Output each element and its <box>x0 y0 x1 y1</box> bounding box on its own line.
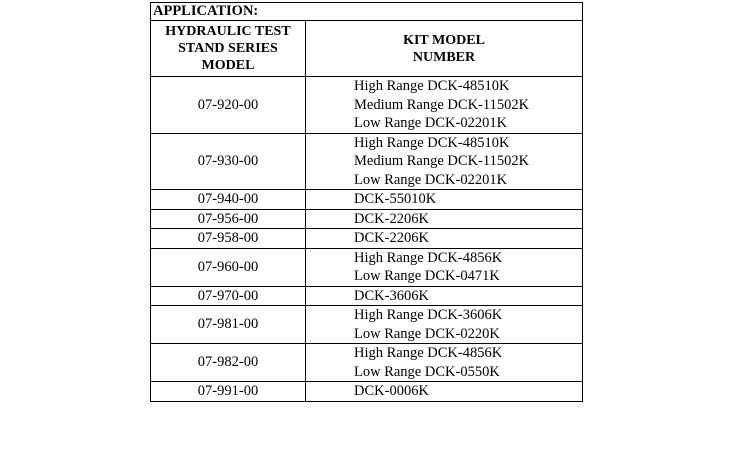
model-header-line-2: STAND SERIES <box>178 41 278 56</box>
kit-model-number: DCK-55010K <box>354 191 437 207</box>
kit-model-number: Low Range DCK-02201K <box>354 115 508 131</box>
kit-model-number: Low Range DCK-0220K <box>354 325 500 342</box>
kit-model-number: Low Range DCK-0550K <box>354 363 500 380</box>
table-row <box>151 382 583 402</box>
application-title: APPLICATION: <box>151 3 583 21</box>
table-row <box>151 133 583 190</box>
kit-model-number: Medium Range DCK-11502K <box>354 96 530 113</box>
table-row <box>151 209 583 229</box>
kit-cell <box>306 190 583 210</box>
table-row <box>151 344 583 382</box>
kit-cell <box>306 344 583 382</box>
kit-cell <box>306 77 583 134</box>
model-cell: 07-960-00 <box>151 248 306 286</box>
kit-model-number: High Range DCK-4856K <box>354 249 503 266</box>
model-column-header <box>151 21 306 77</box>
model-header-line-3: MODEL <box>201 58 255 73</box>
kit-cell <box>306 382 583 402</box>
model-header-line-1: HYDRAULIC TEST <box>165 24 291 39</box>
kit-model-number: Low Range DCK-0471K <box>354 268 500 284</box>
kit-cell <box>306 229 583 249</box>
model-cell: 07-991-00 <box>151 382 306 402</box>
kit-cell <box>306 209 583 229</box>
kit-model-number: Low Range DCK-02201K <box>354 171 508 188</box>
kit-model-number: DCK-2206K <box>354 230 429 246</box>
kit-header-line-2: NUMBER <box>412 49 476 65</box>
model-cell: 07-930-00 <box>151 133 306 190</box>
kit-model-number: High Range DCK-48510K <box>354 134 510 151</box>
model-cell: 07-940-00 <box>151 190 306 210</box>
kit-cell <box>306 306 583 344</box>
model-cell: 07-956-00 <box>151 209 306 229</box>
table-row <box>151 286 583 306</box>
title-row <box>151 3 583 21</box>
model-cell: 07-958-00 <box>151 229 306 249</box>
kit-model-number: Medium Range DCK-11502K <box>354 153 530 169</box>
table-row <box>151 306 583 344</box>
header-row <box>151 21 583 77</box>
application-table <box>150 2 583 402</box>
table-row <box>151 190 583 210</box>
table-row <box>151 77 583 134</box>
model-cell: 07-920-00 <box>151 77 306 134</box>
kit-cell <box>306 133 583 190</box>
model-cell: 07-970-00 <box>151 286 306 306</box>
kit-model-number: DCK-2206K <box>354 210 429 227</box>
model-cell: 07-981-00 <box>151 306 306 344</box>
kit-model-number: High Range DCK-4856K <box>354 345 503 361</box>
table-row <box>151 229 583 249</box>
kit-model-number: DCK-0006K <box>354 383 429 399</box>
kit-model-number: High Range DCK-48510K <box>354 78 510 94</box>
kit-model-number: DCK-3606K <box>354 287 429 304</box>
kit-cell <box>306 248 583 286</box>
kit-header-line-1: KIT MODEL <box>403 32 485 48</box>
model-cell: 07-982-00 <box>151 344 306 382</box>
kit-column-header <box>306 21 583 77</box>
application-table-container <box>150 2 582 402</box>
kit-cell <box>306 286 583 306</box>
kit-model-number: High Range DCK-3606K <box>354 307 503 323</box>
table-row <box>151 248 583 286</box>
